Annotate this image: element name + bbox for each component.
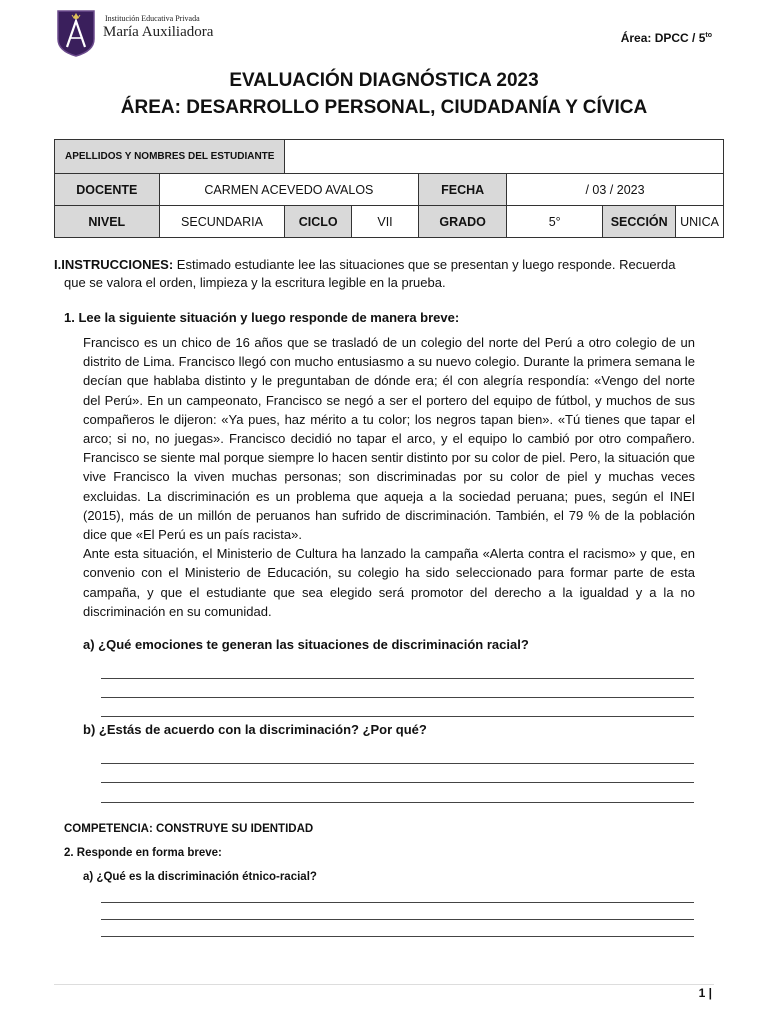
situation-paragraph-2: Ante esta situación, el Ministerio de Cultura ha lanzado la campaña «Alerta contra el racismo» y que, en convenio con el Ministerio de Educación, su colegio ha sido seleccionado para formar parte de esta campaña, y que el estudiante que sea elegido será promotor del derecho a la igualdad y a la no discriminación en su comunidad. [83,546,695,619]
area-title: ÁREA: DESARROLLO PERSONAL, CIUDADANÍA Y CÍVICA [120,97,648,118]
school-crest-logo [56,9,96,57]
competency-value: CONSTRUYE SU IDENTIDAD [152,823,314,835]
situation-text [83,333,695,621]
cycle-label: CICLO [285,206,351,238]
level-label: NIVEL [55,206,160,238]
answer-line[interactable] [101,919,694,920]
instructions [54,255,724,274]
student-name-label: APELLIDOS Y NOMBRES DEL ESTUDIANTE [55,140,285,174]
competency [64,820,313,839]
date-value[interactable]: / 03 / 2023 [507,174,724,206]
teacher-value: CARMEN ACEVEDO AVALOS [159,174,419,206]
area-tag: Área: DPCC / $5^{to}$ [620,31,712,45]
grade-value: 5° [507,206,603,238]
institution-name: María Auxiliadora [103,24,214,40]
answer-line[interactable] [101,936,694,937]
answer-line[interactable] [101,902,694,903]
situation-paragraph-1: Francisco es un chico de 16 años que se trasladó de un colegio del norte del Perú a otro colegio de un distrito de Lima. Francisco llegó con mucho entusiasmo a su nuevo colegio. Durante la primera semana le decían que hablaba distinto y le preguntaban de dónde era; él con alegría respondía: «Vengo del norte del Perú». En un campeonato, Francisco se negó a ser el portero del equipo de fútbol, y muchos de sus compañeros le dijeron: «Ya pues, haz mérito a tu color; los negros tapan bien». «Tú tienes que tapar el arco; si no, no juegas». Francisco decidió no tapar el arco, y el equipo lo cambió por otro compañero. Francisco se siente mal porque siempre lo hacen sentir distinto por su color de piel. Pero, la situación que vive Francisco la viven muchas personas; son discriminadas por su color de piel y muchas veces excluidas. La discriminación es un problema que aqueja a la sociedad peruana; pues, según el INEI (2015), más de un millón de peruanos han sufrido de discriminación. También, el 79 % de la población dice que «El Perú es un país racista». [83,335,695,543]
area-tag-superscript: to [705,32,712,39]
footer-divider [54,984,714,985]
instructions-text: Estimado estudiante lee las situaciones que se presentan y luego responde. Recuerda [173,257,676,272]
date-label: FECHA [419,174,507,206]
section-value: UNICA [676,206,724,238]
instructions-text-line2: que se valora el orden, limpieza y la escritura legible en la prueba. [64,275,446,290]
answer-line[interactable] [101,763,694,764]
section-label: SECCIÓN [603,206,676,238]
question-2a: a) ¿Qué es la discriminación étnico-racial? [83,871,317,883]
answer-line[interactable] [101,802,694,803]
instructions-label: INSTRUCCIONES: [61,257,174,272]
question-1b: b) ¿Estás de acuerdo con la discriminación? ¿Por qué? [83,722,427,737]
question-2-heading: 2. Responde en forma breve: [64,847,222,859]
answer-line[interactable] [101,716,694,717]
student-info-table [54,139,724,238]
answer-line[interactable] [101,782,694,783]
grade-label: GRADO [419,206,507,238]
level-value: SECUNDARIA [159,206,285,238]
cycle-value: VII [351,206,418,238]
question-1-heading: 1. Lee la siguiente situación y luego responde de manera breve: [64,310,460,325]
question-1a: a) ¿Qué emociones te generan las situaciones de discriminación racial? [83,637,529,652]
student-name-field[interactable] [285,140,724,174]
page-number: 1 | [698,986,712,1000]
teacher-label: DOCENTE [55,174,160,206]
exam-title: EVALUACIÓN DIAGNÓSTICA 2023 [229,70,539,91]
instructions-number: I. [54,257,62,272]
answer-line[interactable] [101,678,694,679]
institution-type: Institución Educativa Privada [105,14,200,23]
answer-line[interactable] [101,697,694,698]
competency-label: COMPETENCIA: [64,823,153,835]
